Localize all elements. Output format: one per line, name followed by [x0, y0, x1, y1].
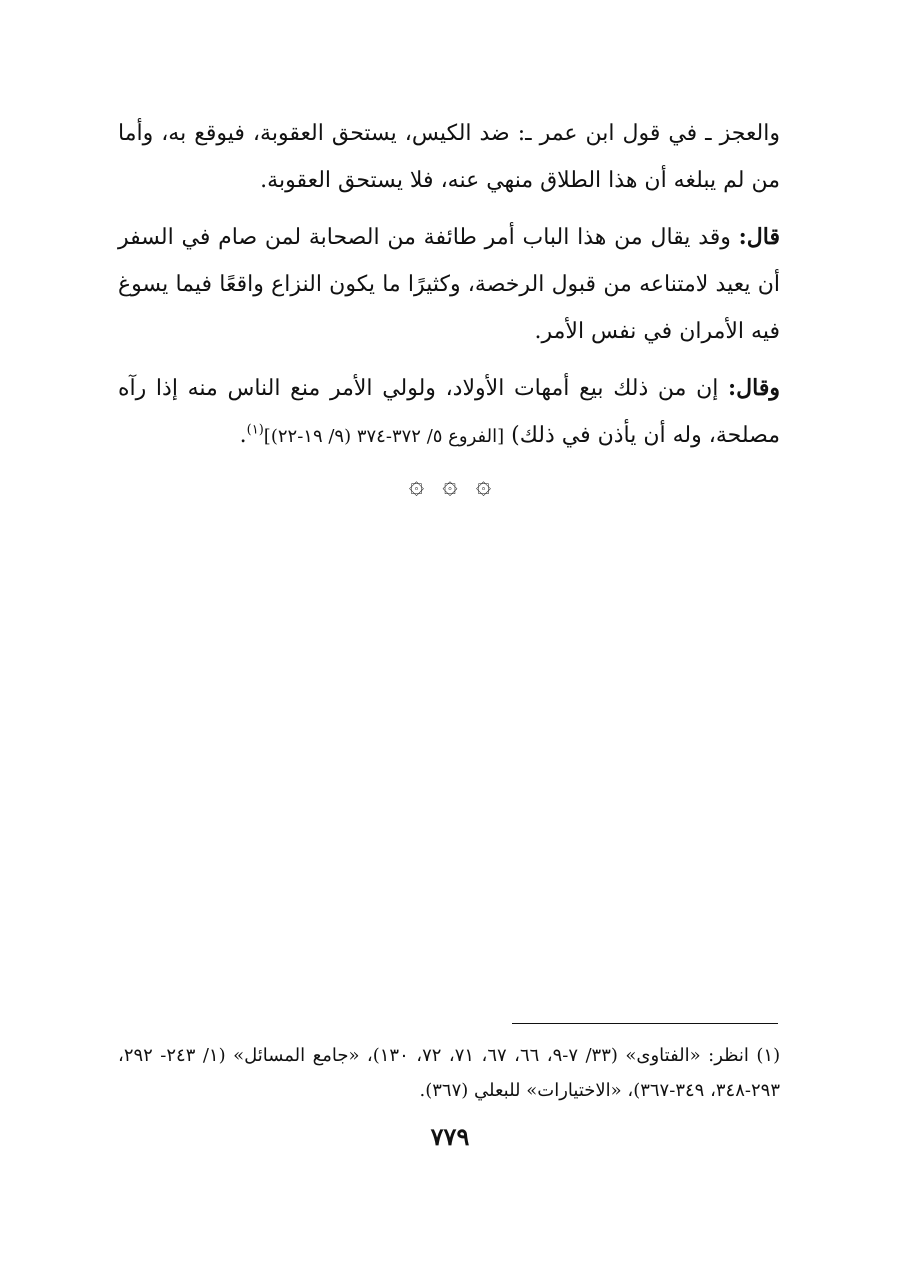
- section-divider-ornaments: [0, 470, 900, 500]
- paragraph-3: [118, 365, 780, 460]
- paragraph-1-text: والعجز ـ في قول ابن عمر ـ: ضد الكيس، يستحق العقوبة، فيوقع به، وأما من لم يبلغه أن هذا الطلاق منهي عنه، فلا يستحق العقوبة.: [118, 121, 780, 193]
- paragraph-3-text: إن من ذلك بيع أمهات الأولاد، ولولي الأمر منع الناس منه إذا رآه مصلحة، وله أن يأذن في ذلك): [118, 376, 780, 448]
- paragraph-2-text: وقد يقال من هذا الباب أمر طائفة من الصحابة لمن صام في السفر أن يعيد لامتناعه من قبول الرخصة، وكثيرًا ما يكون النزاع واقعًا فيما يسوغ فيه الأمران في نفس الأمر.: [118, 225, 780, 344]
- page-number: ٧٧٩: [430, 1122, 470, 1151]
- paragraph-1: [118, 110, 780, 204]
- footnote: (١) انظر: «الفتاوى» (٣٣/ ٧-٩، ٦٦، ٦٧، ٧١، ٧٢، ١٣٠)، «جامع المسائل» (١/ ٢٤٣- ٢٩٢، ٢٩٣-٣٤٨، ٣٤٩-٣٦٧)، «الاختيارات» للبعلي (٣٦٧).: [118, 1045, 781, 1101]
- ornament-icon: ۞: [442, 470, 458, 500]
- ornament-icon: ۞: [475, 470, 492, 500]
- paragraph-3-reference: [الفروع ٥/ ٣٧٢-٣٧٤ (٩/ ١٩-٢٢)]: [263, 426, 505, 447]
- ornament-icon: ۞: [408, 470, 425, 500]
- paragraph-2-lead: قال:: [738, 224, 780, 250]
- paragraph-2: [118, 214, 780, 355]
- paragraph-3-end: .: [239, 423, 247, 448]
- paragraph-3-lead: وقال:: [728, 375, 780, 401]
- footnote-separator: [512, 1023, 778, 1024]
- main-text: [118, 110, 780, 470]
- footnote-marker[interactable]: (١): [246, 422, 264, 438]
